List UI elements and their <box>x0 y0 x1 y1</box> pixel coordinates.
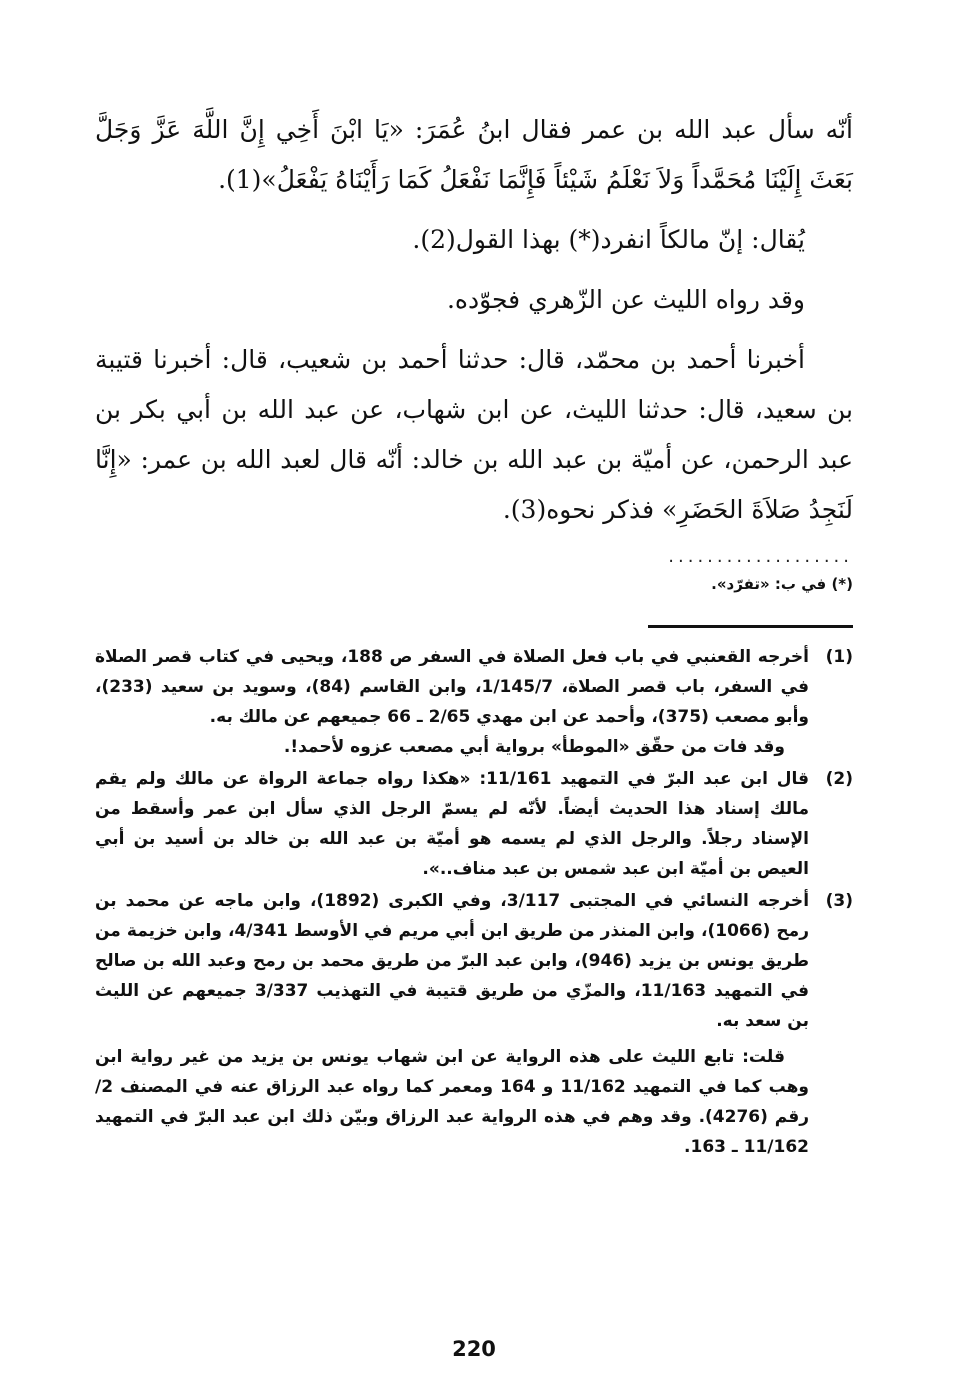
footnote-number: (2) <box>825 769 853 789</box>
footnote-number: (1) <box>825 647 853 667</box>
paragraph-3: وقد رواه الليث عن الزّهري فجوّده. <box>446 285 805 314</box>
paragraph-4: أخبرنا أحمد بن محمّد، قال: حدثنا أحمد بن شعيب، قال: أخبرنا قتيبة بن سعيد، قال: حدثنا الليث، عن ابن شهاب، عن عبد الله بن أبي بكر بن عبد الرحمن، عن أميّة بن عبد الله بن خالد: أنّه قال لعبد الله بن عمر: «إِنَّا لَنَجِدُ صَلاَةَ الحَضَرِ» فذكر نحوه(3). <box>95 345 853 524</box>
footnotes <box>95 642 853 1162</box>
main-text <box>95 105 853 535</box>
footnote-2 <box>95 764 853 884</box>
paragraph-2: يُقال: إنّ مالكاً انفرد(*) بهذا القول(2). <box>412 225 805 254</box>
page-number: 220 <box>452 1337 496 1361</box>
footnote-rule <box>648 625 853 628</box>
paragraph-1: أنّه سأل عبد الله بن عمر فقال ابنُ عُمَرَ: «يَا ابْنَ أَخِي إِنَّ اللَّهَ عَزَّ وَجَلَّ بَعَثَ إِلَيْنَا مُحَمَّداً وَلاَ نَعْلَمُ شَيْئاً فَإِنَّمَا نَفْعَلُ كَمَا رَأَيْنَاهُ يَفْعَلُ»(1). <box>95 115 853 194</box>
footnote-3 <box>95 886 853 1036</box>
book-page <box>95 105 853 1361</box>
variant-note: (*) في ب: «تفرّد». <box>711 575 853 593</box>
dotted-separator: ................... <box>668 546 853 567</box>
footnote-number: (3) <box>825 891 853 911</box>
footnote-subtext: وقد فات من حقّق «الموطأ» برواية أبي مصعب عزوه لأحمد!. <box>283 737 785 757</box>
footnote-text: أخرجه القعنبي في باب فعل الصلاة في السفر ص 188، ويحيى في كتاب قصر الصلاة في السفر، باب قصر الصلاة، 1/145/7، وابن القاسم (84)، وسويد بن سعيد (233)، وأبو مصعب (375)، وأحمد عن ابن مهدي 2/65 ـ 66 جميعهم عن مالك به. <box>95 647 810 727</box>
footnote-comment: قلت: تابع الليث على هذه الرواية عن ابن شهاب يونس بن يزيد من غير رواية ابن وهب كما في التمهيد 11/162 و 164 ومعمر كما رواه عبد الرزاق عنه في المصنف 2/ رقم (4276). وقد وهم في هذه الرواية عبد الرزاق وبيّن ذلك ابن عبد البرّ في التمهيد 11/162 ـ 163. <box>95 1047 809 1157</box>
footnote-1 <box>95 642 853 762</box>
footnote-text: أخرجه النسائي في المجتبى 3/117، وفي الكبرى (1892)، وابن ماجه عن محمد بن رمح (1066)، وابن المنذر من طريق ابن أبي مريم في الأوسط 4/341، وابن خزيمة من طريق يونس بن يزيد (946)، وابن عبد البرّ من طريق محمد بن رمح وعبد الله بن صالح في التمهيد 11/163، والمزّي من طريق قتيبة في التهذيب 3/337 جميعهم عن الليث بن سعد به. <box>95 891 810 1031</box>
footnote-text: قال ابن عبد البرّ في التمهيد 11/161: «هكذا رواه جماعة الرواة عن مالك ولم يقم مالك إسناد هذا الحديث أيضاً. لأنّه لم يسمّ الرجل الذي سأل ابن عمر وأسقط من الإسناد رجلاً. والرجل الذي لم يسمه هو أميّة بن عبد الله بن خالد بن أسيد بن أبي العيص بن أميّة ابن عبد شمس بن عبد مناف..». <box>95 769 809 879</box>
